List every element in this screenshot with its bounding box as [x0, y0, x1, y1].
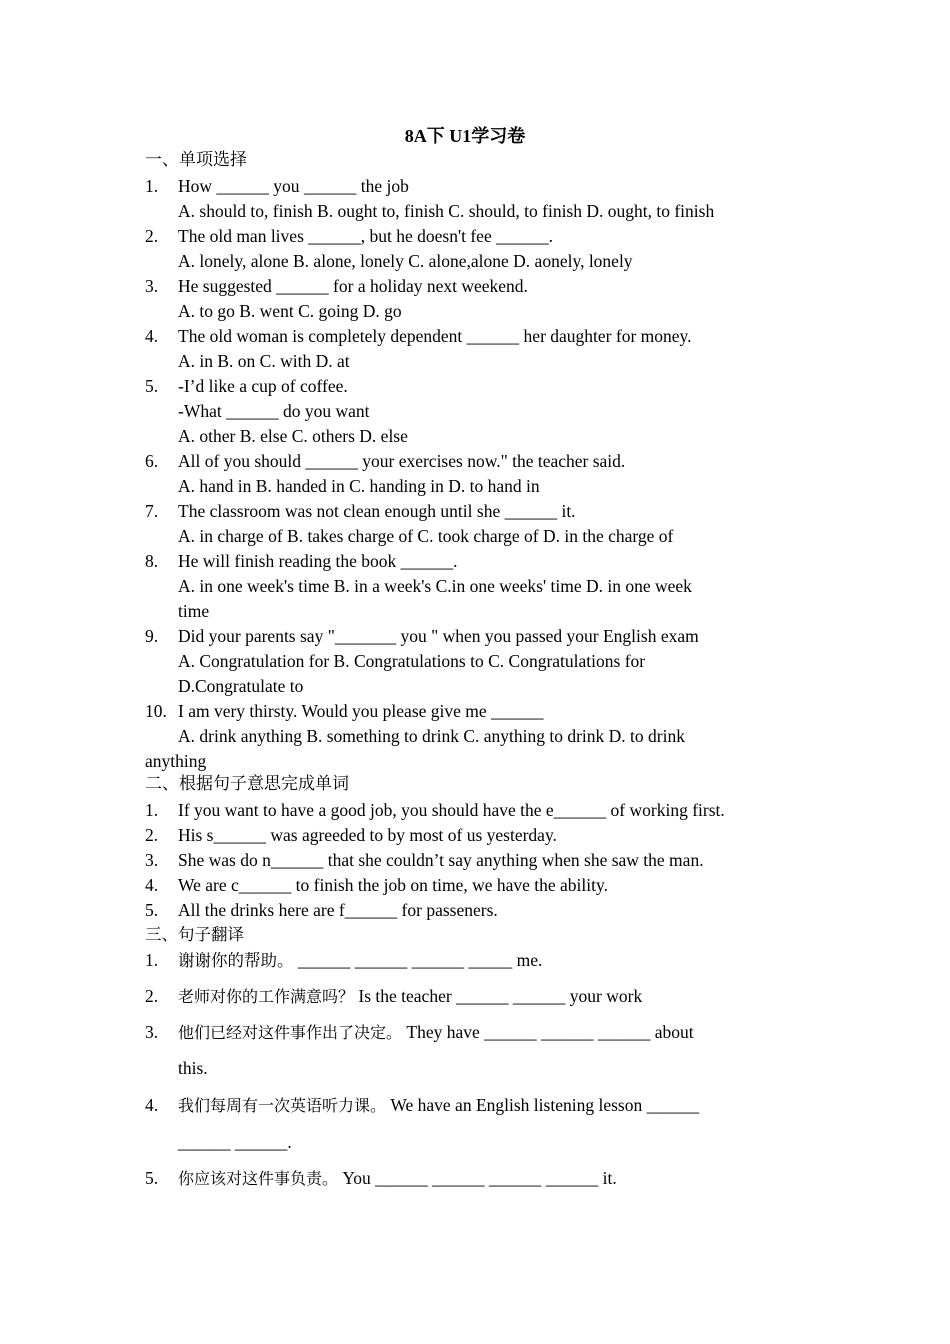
question-options: A. Congratulation for B. Congratulations to C. Congratulations for [178, 651, 646, 671]
question-stem: The old woman is completely dependent ______ her daughter for money. [178, 326, 692, 346]
question-options: A. to go B. went C. going D. go [178, 301, 402, 321]
page-title: 8A下 U1学习卷 [404, 126, 526, 146]
translation-item [178, 1020, 694, 1045]
section-2-heading: 二、根据句子意思完成单词 [145, 774, 349, 794]
question-number: 5. [145, 376, 159, 396]
item-number: 5. [145, 1168, 159, 1188]
fill-word-item: If you want to have a good job, you should have the e______ of working first. [178, 800, 725, 820]
question-options: A. in B. on C. with D. at [178, 351, 350, 371]
question-number: 3. [145, 276, 159, 296]
english-blanks: ______ ______ ______ _____ me. [293, 950, 543, 970]
fill-word-item: His s______ was agreeded to by most of us yesterday. [178, 825, 557, 845]
chinese-sentence: 谢谢你的帮助。 [178, 951, 294, 970]
question-options: A. hand in B. handed in C. handing in D. to hand in [178, 476, 540, 496]
fill-word-item: All the drinks here are f______ for passeners. [178, 900, 498, 920]
english-blanks: They have ______ ______ ______ about [402, 1022, 694, 1042]
item-number: 3. [145, 1022, 159, 1042]
chinese-sentence: 我们每周有一次英语听力课。 [178, 1096, 387, 1115]
question-options: A. lonely, alone B. alone, lonely C. alone,alone D. aonely, lonely [178, 251, 633, 271]
question-options: A. should to, finish B. ought to, finish C. should, to finish D. ought, to finish [178, 201, 715, 221]
question-stem: The old man lives ______, but he doesn't fee ______. [178, 226, 553, 246]
question-number: 2. [145, 226, 159, 246]
question-stem: All of you should ______ your exercises now." the teacher said. [178, 451, 626, 471]
question-options-continued: anything [145, 751, 207, 771]
translation-continued: this. [178, 1058, 208, 1078]
item-number: 4. [145, 1095, 159, 1115]
item-number: 4. [145, 875, 159, 895]
english-blanks: We have an English listening lesson ______ [386, 1095, 700, 1115]
question-stem: -I’d like a cup of coffee. [178, 376, 348, 396]
translation-item [178, 1093, 699, 1118]
fill-word-item: We are c______ to finish the job on time, we have the ability. [178, 875, 608, 895]
question-number: 8. [145, 551, 159, 571]
question-stem: Did your parents say "_______ you " when you passed your English exam [178, 626, 699, 646]
translation-item [178, 1166, 617, 1191]
question-options-continued: time [178, 601, 210, 621]
section-1-heading: 一、单项选择 [145, 150, 247, 170]
translation-item [178, 948, 542, 973]
section-3-heading: 三、句子翻译 [145, 925, 244, 944]
question-options-continued: D.Congratulate to [178, 676, 304, 696]
translation-continued: ______ ______. [178, 1132, 292, 1152]
item-number: 3. [145, 850, 159, 870]
chinese-sentence: 老师对你的工作满意吗？ [178, 987, 355, 1006]
item-number: 2. [145, 825, 159, 845]
question-stem: He will finish reading the book ______. [178, 551, 458, 571]
item-number: 5. [145, 900, 159, 920]
item-number: 1. [145, 950, 159, 970]
question-options: A. drink anything B. something to drink C. anything to drink D. to drink [178, 726, 685, 746]
question-stem: He suggested ______ for a holiday next weekend. [178, 276, 528, 296]
question-number: 10. [145, 701, 167, 721]
question-options: A. in charge of B. takes charge of C. took charge of D. in the charge of [178, 526, 674, 546]
item-number: 1. [145, 800, 159, 820]
question-number: 6. [145, 451, 159, 471]
translation-item [178, 984, 642, 1009]
question-number: 4. [145, 326, 159, 346]
question-stem: I am very thirsty. Would you please give me ______ [178, 701, 544, 721]
english-blanks: You ______ ______ ______ ______ it. [338, 1168, 617, 1188]
question-number: 1. [145, 176, 159, 196]
fill-word-item: She was do n______ that she couldn’t say anything when she saw the man. [178, 850, 704, 870]
chinese-sentence: 他们已经对这件事作出了决定。 [178, 1023, 403, 1042]
question-options: A. other B. else C. others D. else [178, 426, 408, 446]
question-stem: The classroom was not clean enough until she ______ it. [178, 501, 576, 521]
question-number: 7. [145, 501, 159, 521]
chinese-sentence: 你应该对这件事负责。 [178, 1169, 339, 1188]
item-number: 2. [145, 986, 159, 1006]
question-options: A. in one week's time B. in a week's C.in one weeks' time D. in one week [178, 576, 692, 596]
question-stem-continued: -What ______ do you want [178, 401, 370, 421]
english-blanks: Is the teacher ______ ______ your work [354, 986, 643, 1006]
question-number: 9. [145, 626, 159, 646]
question-stem: How ______ you ______ the job [178, 176, 409, 196]
